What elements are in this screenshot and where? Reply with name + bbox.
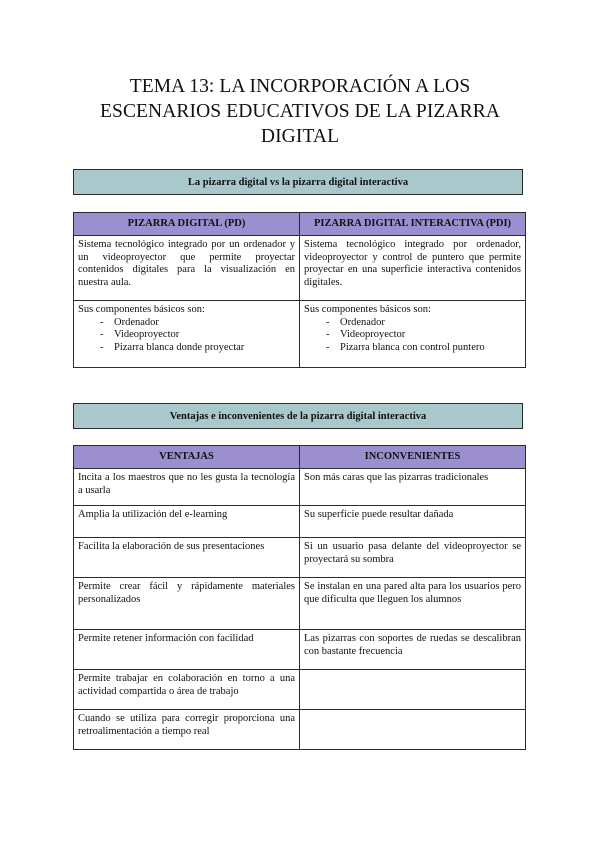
advantage-cell: Incita a los maestros que no les gusta la tecnología a usarla xyxy=(74,469,300,506)
table-row xyxy=(74,301,526,368)
advantage-cell: Cuando se utiliza para corregir proporciona una retroalimentación a tiempo real xyxy=(74,710,300,750)
disadvantage-cell: Su superficie puede resultar dañada xyxy=(300,506,526,538)
table-row xyxy=(74,578,526,630)
title-line-3: DIGITAL xyxy=(260,126,340,147)
title-line-2: ESCENARIOS EDUCATIVOS DE LA PIZARRA xyxy=(99,101,501,122)
table-header-row xyxy=(74,213,526,236)
list-item: - Ordenador xyxy=(96,317,295,330)
components-list xyxy=(78,317,295,355)
advantage-cell: Permite retener información con facilidad xyxy=(74,630,300,670)
header-inconvenientes: INCONVENIENTES xyxy=(300,446,526,469)
disadvantage-cell: Se instalan en una pared alta para los usuarios pero que dificulta que lleguen los alumnos xyxy=(300,578,526,630)
header-pd: PIZARRA DIGITAL (PD) xyxy=(74,213,300,236)
table-row xyxy=(74,469,526,506)
table-row xyxy=(74,538,526,578)
advantage-cell: Facilita la elaboración de sus presentaciones xyxy=(74,538,300,578)
section-banner-pd-vs-pdi: La pizarra digital vs la pizarra digital interactiva xyxy=(73,169,523,195)
disadvantage-cell: Son más caras que las pizarras tradicionales xyxy=(300,469,526,506)
components-pdi-cell xyxy=(300,301,526,368)
components-pd-cell xyxy=(74,301,300,368)
table-row xyxy=(74,506,526,538)
title-line-1: TEMA 13: LA INCORPORACIÓN A LOS xyxy=(129,76,471,97)
section-banner-advantages: Ventajas e inconvenientes de la pizarra digital interactiva xyxy=(73,403,523,429)
table-row xyxy=(74,710,526,750)
disadvantage-cell xyxy=(300,670,526,710)
table-row xyxy=(74,670,526,710)
table-header-row xyxy=(74,446,526,469)
disadvantage-cell: Las pizarras con soportes de ruedas se descalibran con bastante frecuencia xyxy=(300,630,526,670)
list-item: - Pizarra blanca con control puntero xyxy=(322,342,521,355)
header-pdi: PIZARRA DIGITAL INTERACTIVA (PDI) xyxy=(300,213,526,236)
document-title xyxy=(60,74,540,149)
header-ventajas: VENTAJAS xyxy=(74,446,300,469)
advantage-cell: Amplia la utilización del e-learning xyxy=(74,506,300,538)
comparison-table xyxy=(73,212,526,368)
definition-pdi: Sistema tecnológico integrado por ordenador, videoproyector y control de puntero que permite proyectar en una superficie interactiva contenidos digitales. xyxy=(300,236,526,301)
table-row xyxy=(74,236,526,301)
definition-pd: Sistema tecnológico integrado por un ordenador y un videoproyector que permite proyectar contenidos digitales para la visualización en nuestra aula. xyxy=(74,236,300,301)
advantage-cell: Permite crear fácil y rápidamente materiales personalizados xyxy=(74,578,300,630)
list-item: - Videoproyector xyxy=(322,329,521,342)
advantage-cell: Permite trabajar en colaboración en torno a una actividad compartida o área de trabajo xyxy=(74,670,300,710)
components-list xyxy=(304,317,521,355)
table-row xyxy=(74,630,526,670)
list-item: - Ordenador xyxy=(322,317,521,330)
advantages-table xyxy=(73,445,526,750)
components-intro: Sus componentes básicos son: xyxy=(304,304,431,315)
list-item: - Pizarra blanca donde proyectar xyxy=(96,342,295,355)
components-intro: Sus componentes básicos son: xyxy=(78,304,205,315)
disadvantage-cell: Si un usuario pasa delante del videoproyector se proyectará su sombra xyxy=(300,538,526,578)
list-item: - Videoproyector xyxy=(96,329,295,342)
disadvantage-cell xyxy=(300,710,526,750)
